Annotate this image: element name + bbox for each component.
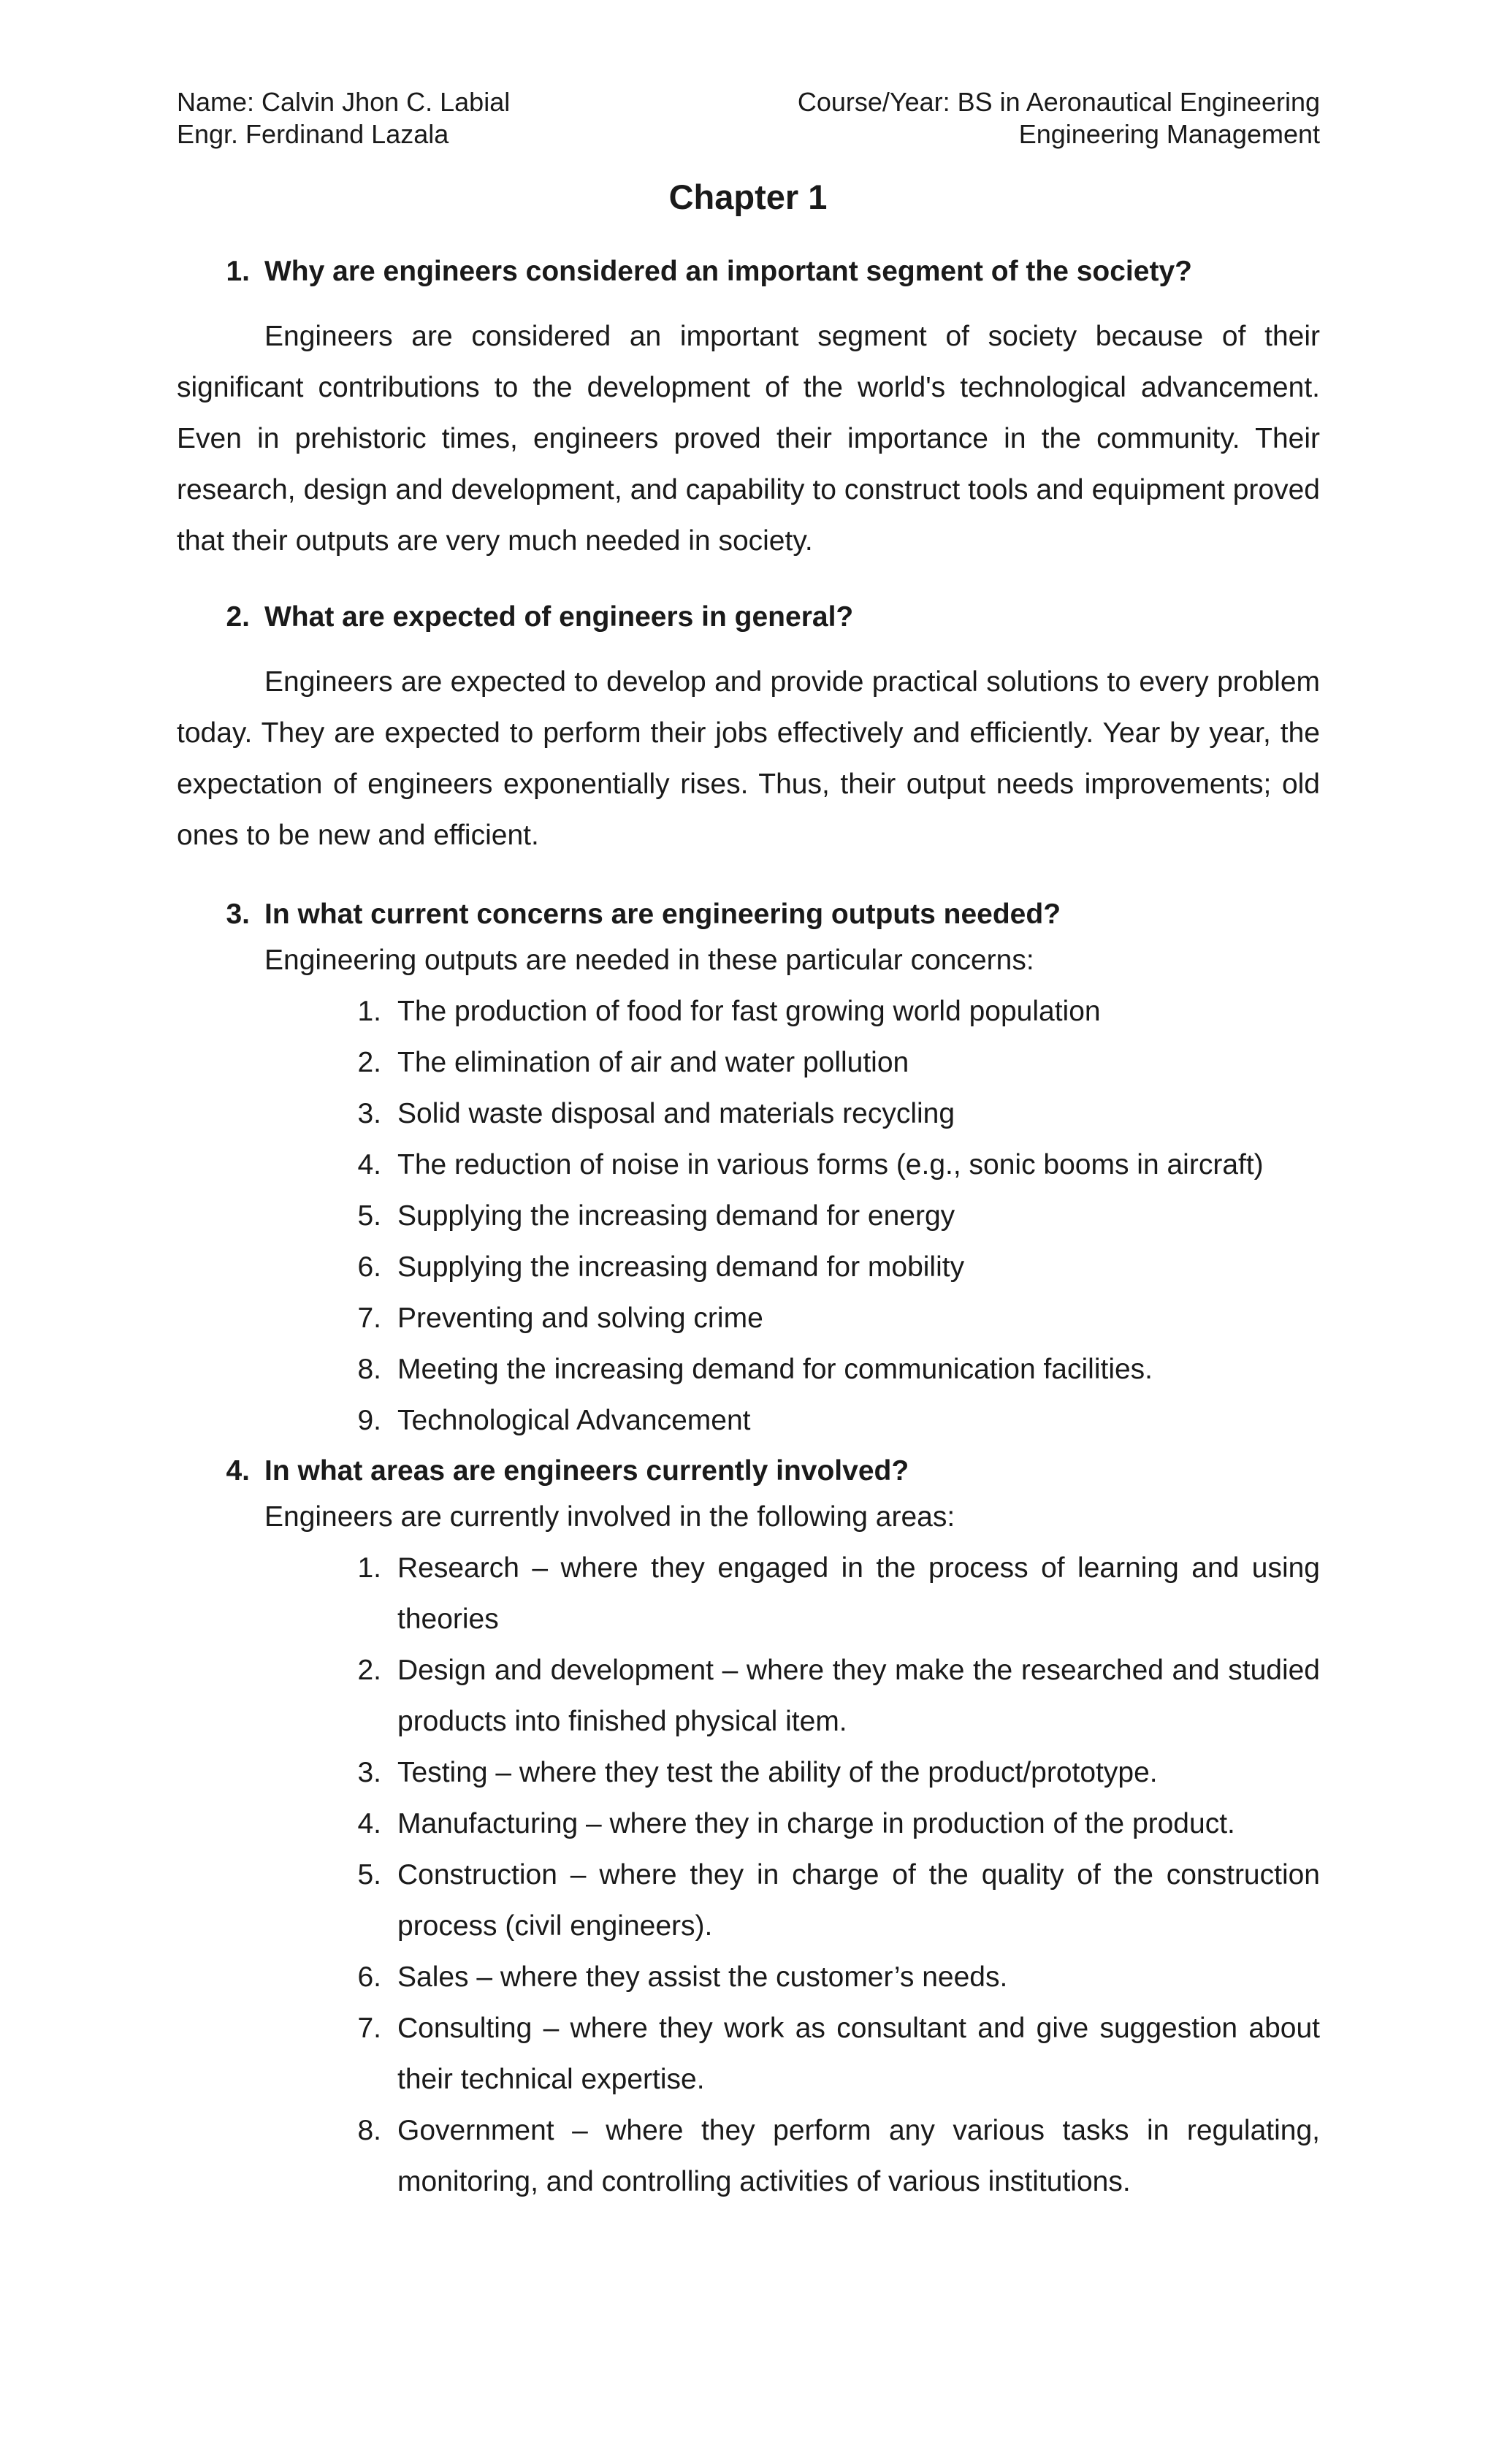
- item-text: Preventing and solving crime: [397, 1302, 763, 1334]
- list-item: [177, 1344, 1320, 1395]
- item-number: 6.: [357, 1251, 381, 1283]
- question-text: What are expected of engineers in general?: [264, 601, 854, 633]
- list-item: [177, 1191, 1320, 1242]
- item-number: 2.: [357, 1047, 381, 1078]
- list-item: [177, 1395, 1320, 1446]
- question-number: 3.: [226, 899, 250, 930]
- header-row-2: [177, 118, 1320, 150]
- section-4-intro: Engineers are currently involved in the following areas:: [264, 1501, 955, 1533]
- list-item: [177, 1952, 1320, 2003]
- list-item: [177, 1747, 1320, 1799]
- item-text: Solid waste disposal and materials recycling: [397, 1098, 955, 1129]
- item-number: 4.: [357, 1149, 381, 1180]
- item-text: Consulting – where they work as consultant and give suggestion about their technical expertise.: [397, 2013, 1320, 2095]
- question-text: In what current concerns are engineering outputs needed?: [264, 899, 1061, 930]
- subject-name: Engineering Management: [1018, 119, 1320, 149]
- question-3: [177, 894, 1320, 935]
- item-text: The reduction of noise in various forms (e.g., sonic booms in aircraft): [397, 1149, 1264, 1180]
- list-item: [177, 1242, 1320, 1293]
- question-4: [177, 1451, 1320, 1492]
- student-name: Name: Calvin Jhon C. Labial: [177, 87, 511, 117]
- section-3: [177, 894, 1320, 1446]
- item-number: 7.: [357, 1302, 381, 1334]
- item-text: Government – where they perform any various tasks in regulating, monitoring, and controlling activities of various institutions.: [397, 2115, 1320, 2197]
- header-row-1: [177, 86, 1320, 118]
- instructor-name: Engr. Ferdinand Lazala: [177, 119, 449, 149]
- answer-2: Engineers are expected to develop and provide practical solutions to every problem today. They are expected to perform their jobs effectively and efficiently. Year by year, the expectation of engineers exponentially rises. Thus, their output needs improvements; old ones to be new and efficient.: [177, 666, 1320, 851]
- list-item: [177, 1645, 1320, 1747]
- item-number: 9.: [357, 1405, 381, 1436]
- item-number: 7.: [357, 2013, 381, 2044]
- item-text: Manufacturing – where they in charge in production of the product.: [397, 1808, 1235, 1839]
- item-number: 4.: [357, 1808, 381, 1839]
- item-text: Sales – where they assist the customer’s needs.: [397, 1961, 1008, 1993]
- list-item: [177, 1543, 1320, 1645]
- section-2: [177, 597, 1320, 861]
- document-header: [177, 86, 1320, 150]
- item-text: Meeting the increasing demand for communication facilities.: [397, 1354, 1153, 1385]
- list-item: [177, 1088, 1320, 1140]
- question-text: In what areas are engineers currently involved?: [264, 1455, 909, 1487]
- section-1: [177, 251, 1320, 567]
- answer-1: Engineers are considered an important segment of society because of their significant contributions to the development of the world's technological advancement. Even in prehistoric times, engineers proved their importance in the community. Their research, design and development, and capability to construct tools and equipment proved that their outputs are very much needed in society.: [177, 321, 1320, 557]
- question-number: 2.: [226, 601, 250, 633]
- item-number: 1.: [357, 996, 381, 1027]
- item-text: Construction – where they in charge of the quality of the construction process (civil engineers).: [397, 1859, 1320, 1942]
- list-item: [177, 986, 1320, 1037]
- item-text: Supplying the increasing demand for energy: [397, 1200, 955, 1232]
- list-item: [177, 1140, 1320, 1191]
- list-item: [177, 2105, 1320, 2208]
- question-text: Why are engineers considered an important segment of the society?: [264, 256, 1192, 287]
- item-number: 3.: [357, 1757, 381, 1788]
- item-number: 8.: [357, 1354, 381, 1385]
- page-title: Chapter 1: [668, 178, 828, 216]
- item-text: The production of food for fast growing world population: [397, 996, 1101, 1027]
- item-number: 8.: [357, 2115, 381, 2146]
- course-year: Course/Year: BS in Aeronautical Engineering: [797, 87, 1320, 117]
- item-text: Supplying the increasing demand for mobility: [397, 1251, 965, 1283]
- item-number: 6.: [357, 1961, 381, 1993]
- item-text: The elimination of air and water pollution: [397, 1047, 909, 1078]
- item-text: Testing – where they test the ability of the product/prototype.: [397, 1757, 1158, 1788]
- item-text: Research – where they engaged in the process of learning and using theories: [397, 1552, 1320, 1635]
- list-item: [177, 1850, 1320, 1952]
- question-2: [177, 597, 1320, 638]
- list-item: [177, 1037, 1320, 1088]
- item-number: 2.: [357, 1655, 381, 1686]
- item-number: 5.: [357, 1200, 381, 1232]
- concerns-list: [177, 986, 1320, 1446]
- question-number: 4.: [226, 1455, 250, 1487]
- section-3-intro: Engineering outputs are needed in these particular concerns:: [264, 945, 1034, 976]
- list-item: [177, 1799, 1320, 1850]
- item-number: 1.: [357, 1552, 381, 1584]
- item-text: Technological Advancement: [397, 1405, 751, 1436]
- item-number: 5.: [357, 1859, 381, 1891]
- areas-list: [177, 1543, 1320, 2208]
- item-text: Design and development – where they make the researched and studied products into finished physical item.: [397, 1655, 1320, 1737]
- question-number: 1.: [226, 256, 250, 287]
- list-item: [177, 1293, 1320, 1344]
- question-1: [177, 251, 1320, 292]
- section-4: [177, 1451, 1320, 2208]
- list-item: [177, 2003, 1320, 2105]
- item-number: 3.: [357, 1098, 381, 1129]
